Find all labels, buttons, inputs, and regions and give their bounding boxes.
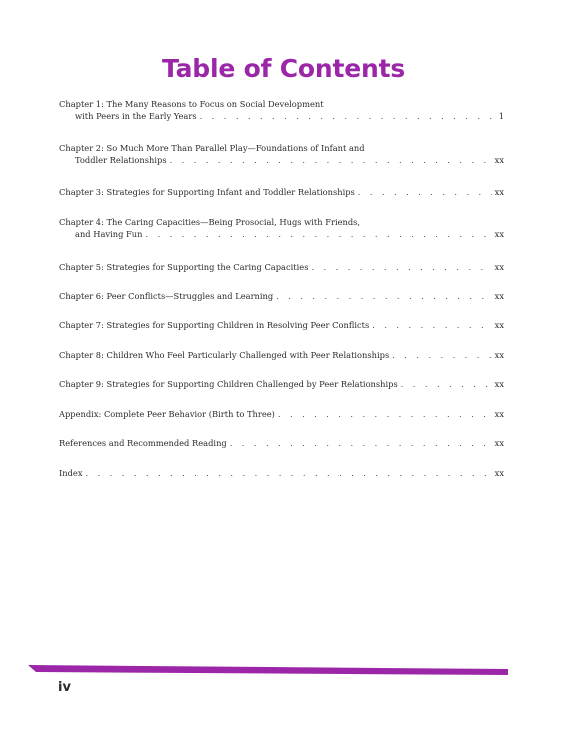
toc-entry-row	[59, 319, 504, 331]
toc-entry-title: Chapter 5: Strategies for Supporting the Caring Capacities	[59, 262, 309, 272]
dot-leader	[392, 349, 491, 361]
toc-entry-row	[59, 261, 504, 273]
toc-entry-chapter-7[interactable]	[59, 319, 504, 331]
toc-entry-title: Index	[59, 468, 83, 478]
toc-entry-appendix[interactable]	[59, 408, 504, 420]
toc-entry-title: Chapter 7: Strategies for Supporting Children in Resolving Peer Conflicts	[59, 320, 370, 330]
dot-leader	[86, 467, 492, 479]
toc-entry-row	[59, 186, 504, 198]
toc-entry-row	[59, 290, 504, 302]
toc-page-number: xx	[494, 468, 504, 478]
dot-leader	[278, 408, 492, 420]
toc-entry-row	[59, 228, 504, 240]
toc-page-number: xx	[494, 291, 504, 301]
dot-leader	[230, 437, 492, 449]
toc-entry-row	[59, 378, 504, 390]
dot-leader	[372, 319, 491, 331]
toc-entry-title: Chapter 9: Strategies for Supporting Children Challenged by Peer Relationships	[59, 379, 398, 389]
dot-leader	[200, 110, 496, 122]
toc-page-number: xx	[494, 229, 504, 239]
toc-page-number: xx	[494, 350, 504, 360]
dot-leader	[170, 154, 492, 166]
toc-page-number: xx	[494, 320, 504, 330]
toc-entry-title-line: Chapter 1: The Many Reasons to Focus on Social Development	[59, 99, 324, 109]
toc-entry-chapter-8[interactable]	[59, 349, 504, 361]
footer-accent-stripe	[28, 665, 508, 675]
toc-entry-title: with Peers in the Early Years	[75, 111, 197, 121]
toc-page-number: xx	[494, 409, 504, 419]
toc-entry-title: and Having Fun	[75, 229, 143, 239]
toc-entry-chapter-5[interactable]	[59, 261, 504, 273]
toc-entry-index[interactable]	[59, 467, 504, 479]
page-number-folio: iv	[58, 680, 71, 695]
toc-entry-chapter-6[interactable]	[59, 290, 504, 302]
toc-entry-row	[59, 349, 504, 361]
toc-entry-chapter-1[interactable]	[59, 98, 504, 122]
toc-entry-title: Chapter 6: Peer Conflicts—Struggles and Learning	[59, 291, 274, 301]
toc-entry-chapter-9[interactable]	[59, 378, 504, 390]
toc-entry-title: Toddler Relationships	[75, 155, 167, 165]
dot-leader	[358, 186, 492, 198]
toc-entry-row	[59, 110, 504, 122]
dot-leader	[401, 378, 492, 390]
toc-entry-title: Appendix: Complete Peer Behavior (Birth to Three)	[59, 409, 275, 419]
toc-page-number: xx	[494, 155, 504, 165]
toc-page-number: xx	[494, 262, 504, 272]
toc-entry-row	[59, 437, 504, 449]
dot-leader	[146, 228, 492, 240]
dot-leader	[311, 261, 491, 273]
toc-entry-chapter-3[interactable]	[59, 186, 504, 198]
toc-page-number: xx	[494, 379, 504, 389]
toc-entry-row	[59, 467, 504, 479]
toc-entry-title: Chapter 8: Children Who Feel Particularly Challenged with Peer Relationships	[59, 350, 390, 360]
toc-entry-title: References and Recommended Reading	[59, 438, 227, 448]
toc-entry-references[interactable]	[59, 437, 504, 449]
dot-leader	[276, 290, 491, 302]
toc-entry-title-line: Chapter 2: So Much More Than Parallel Play—Foundations of Infant and	[59, 143, 365, 153]
toc-page-number: xx	[494, 187, 504, 197]
toc-entry-chapter-2[interactable]	[59, 142, 504, 166]
toc-entry-row	[59, 408, 504, 420]
page-title: Table of Contents	[161, 54, 406, 83]
toc-page-number: 1	[498, 111, 504, 121]
toc-entry-row	[59, 154, 504, 166]
toc-entry-title: Chapter 3: Strategies for Supporting Infant and Toddler Relationships	[59, 187, 355, 197]
toc-entry-chapter-4[interactable]	[59, 216, 504, 240]
toc-entry-title-line: Chapter 4: The Caring Capacities—Being Prosocial, Hugs with Friends,	[59, 217, 361, 227]
toc-page-number: xx	[494, 438, 504, 448]
